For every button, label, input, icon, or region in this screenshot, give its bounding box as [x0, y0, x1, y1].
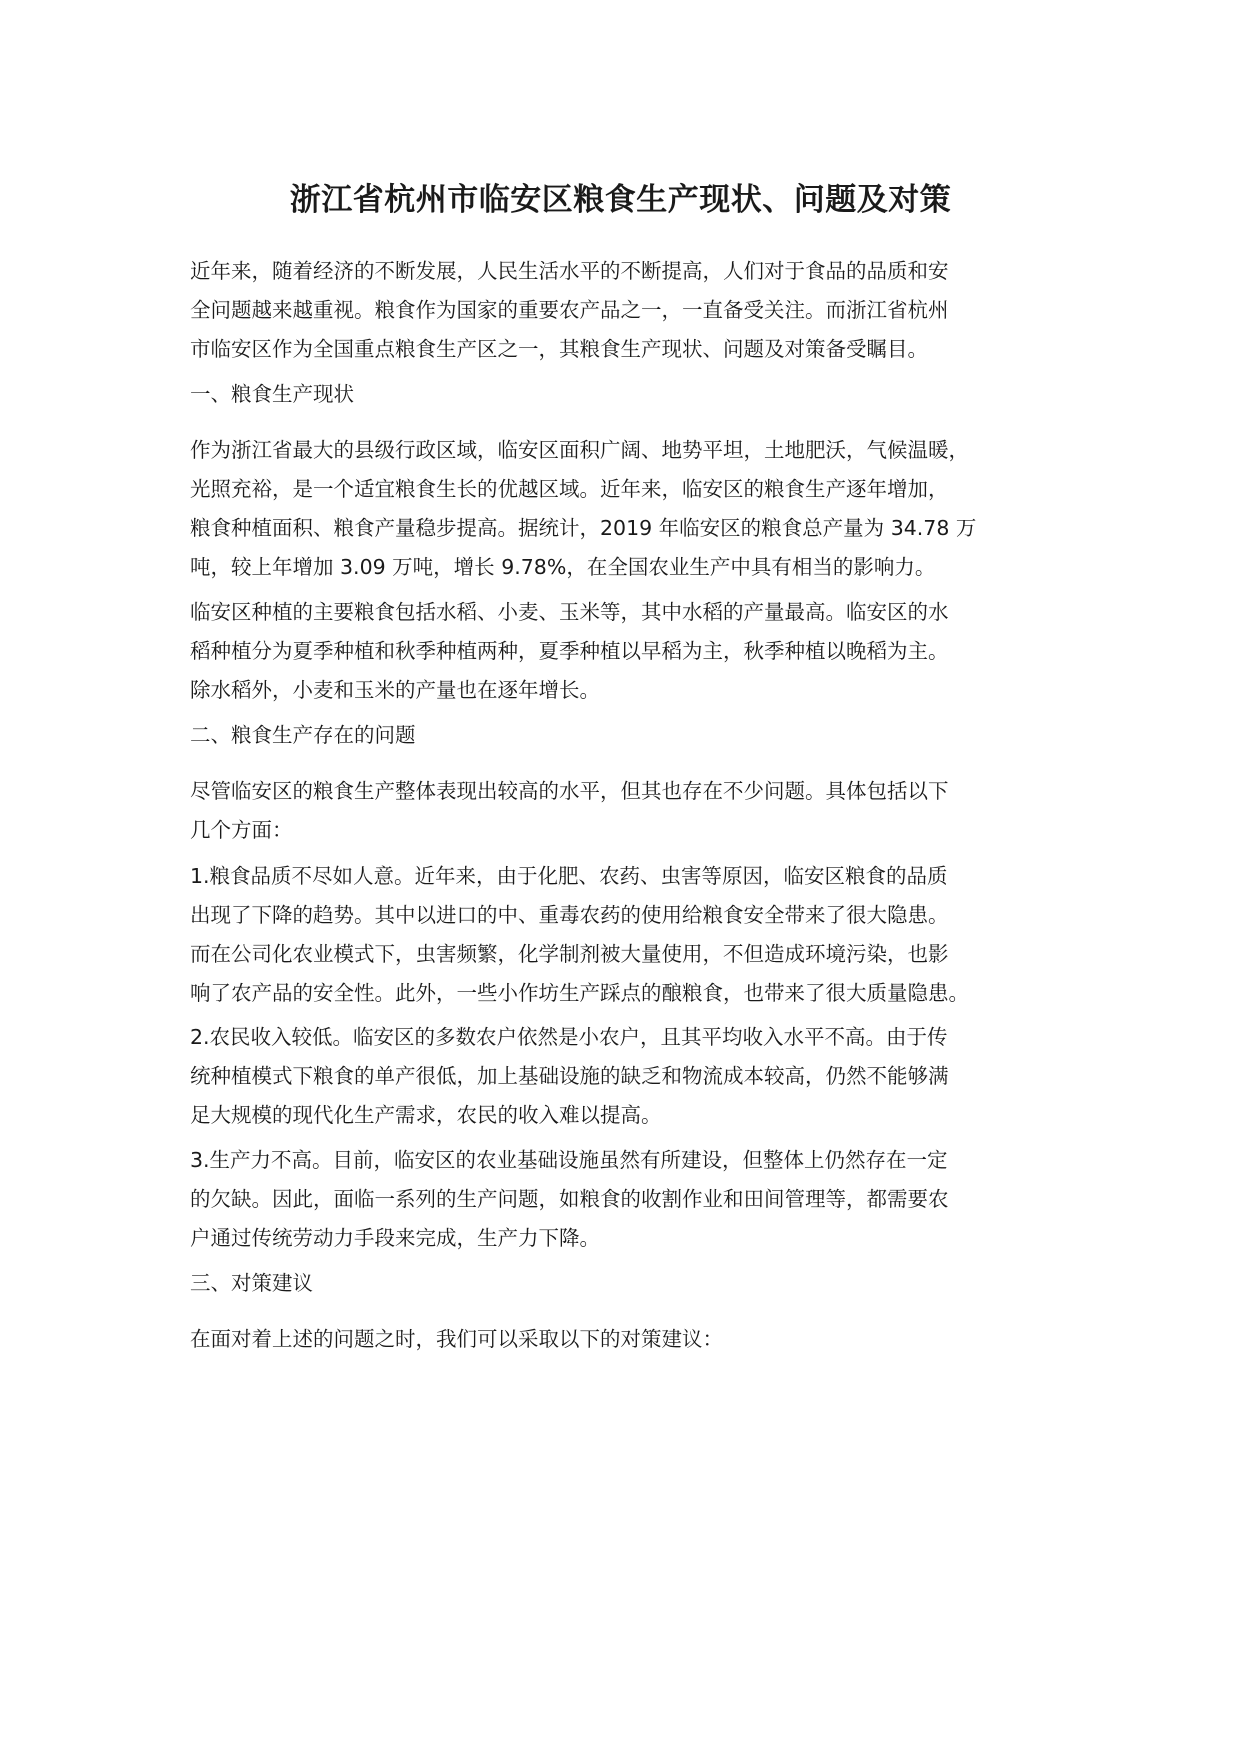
text-line: 近年来，随着经济的不断发展，人民生活水平的不断提高，人们对于食品的品质和安: [190, 259, 949, 283]
text-line: 户通过传统劳动力手段来完成，生产力下降。: [190, 1226, 600, 1250]
document-title: 浙江省杭州市临安区粮食生产现状、问题及对策: [289, 182, 952, 218]
problems-intro-paragraph: [190, 772, 1080, 850]
text-line: 光照充裕，是一个适宜粮食生长的优越区域。近年来，临安区的粮食生产逐年增加，: [190, 477, 949, 501]
status-paragraph-2: [190, 593, 1080, 710]
text-line: 足大规模的现代化生产需求，农民的收入难以提高。: [190, 1103, 662, 1127]
text-line: 一、粮食生产现状: [190, 382, 354, 406]
text-line: 统种植模式下粮食的单产很低，加上基础设施的缺乏和物流成本较高，仍然不能够满: [190, 1064, 949, 1088]
text-line: 尽管临安区的粮食生产整体表现出较高的水平，但其也存在不少问题。具体包括以下: [190, 779, 949, 803]
text-line: 全问题越来越重视。粮食作为国家的重要农产品之一，一直备受关注。而浙江省杭州: [190, 298, 949, 322]
text-line: 在面对着上述的问题之时，我们可以采取以下的对策建议：: [190, 1327, 723, 1351]
problem-item-1: [190, 857, 1080, 1013]
problem-item-3: [190, 1141, 1080, 1258]
text-line: 2.农民收入较低。临安区的多数农户依然是小农户，且其平均收入水平不高。由于传: [190, 1025, 948, 1049]
section-heading-1: [190, 375, 1080, 414]
text-line: 出现了下降的趋势。其中以进口的中、重毒农药的使用给粮食安全带来了很大隐患。: [190, 903, 949, 927]
text-line: 稻种植分为夏季种植和秋季种植两种，夏季种植以早稻为主，秋季种植以晚稻为主。: [190, 639, 949, 663]
text-line: 几个方面：: [190, 818, 293, 842]
text-line: 吨，较上年增加 3.09 万吨，增长 9.78%，在全国农业生产中具有相当的影响力。: [190, 555, 936, 579]
text-line: 响了农产品的安全性。此外，一些小作坊生产踩点的酿粮食，也带来了很大质量隐患。: [190, 981, 969, 1005]
status-paragraph-1: [190, 431, 1080, 587]
text-line: 临安区种植的主要粮食包括水稻、小麦、玉米等，其中水稻的产量最高。临安区的水: [190, 600, 949, 624]
problem-item-2: [190, 1018, 1080, 1135]
text-line: 而在公司化农业模式下，虫害频繁，化学制剂被大量使用，不但造成环境污染，也影: [190, 942, 949, 966]
text-line: 的欠缺。因此，面临一系列的生产问题，如粮食的收割作业和田间管理等，都需要农: [190, 1187, 949, 1211]
text-line: 二、粮食生产存在的问题: [190, 723, 416, 747]
text-line: 1.粮食品质不尽如人意。近年来，由于化肥、农药、虫害等原因，临安区粮食的品质: [190, 864, 948, 888]
text-line: 粮食种植面积、粮食产量稳步提高。据统计，2019 年临安区的粮食总产量为 34.78 万: [190, 516, 977, 540]
suggestions-intro-paragraph: [190, 1320, 1080, 1359]
section-heading-3: [190, 1264, 1080, 1303]
text-line: 3.生产力不高。目前，临安区的农业基础设施虽然有所建设，但整体上仍然存在一定: [190, 1148, 948, 1172]
text-line: 作为浙江省最大的县级行政区域，临安区面积广阔、地势平坦，土地肥沃，气候温暖，: [190, 438, 969, 462]
intro-paragraph: [190, 252, 1080, 369]
text-line: 市临安区作为全国重点粮食生产区之一，其粮食生产现状、问题及对策备受瞩目。: [190, 337, 928, 361]
section-heading-2: [190, 716, 1080, 755]
text-line: 三、对策建议: [190, 1271, 313, 1295]
text-line: 除水稻外，小麦和玉米的产量也在逐年增长。: [190, 678, 600, 702]
